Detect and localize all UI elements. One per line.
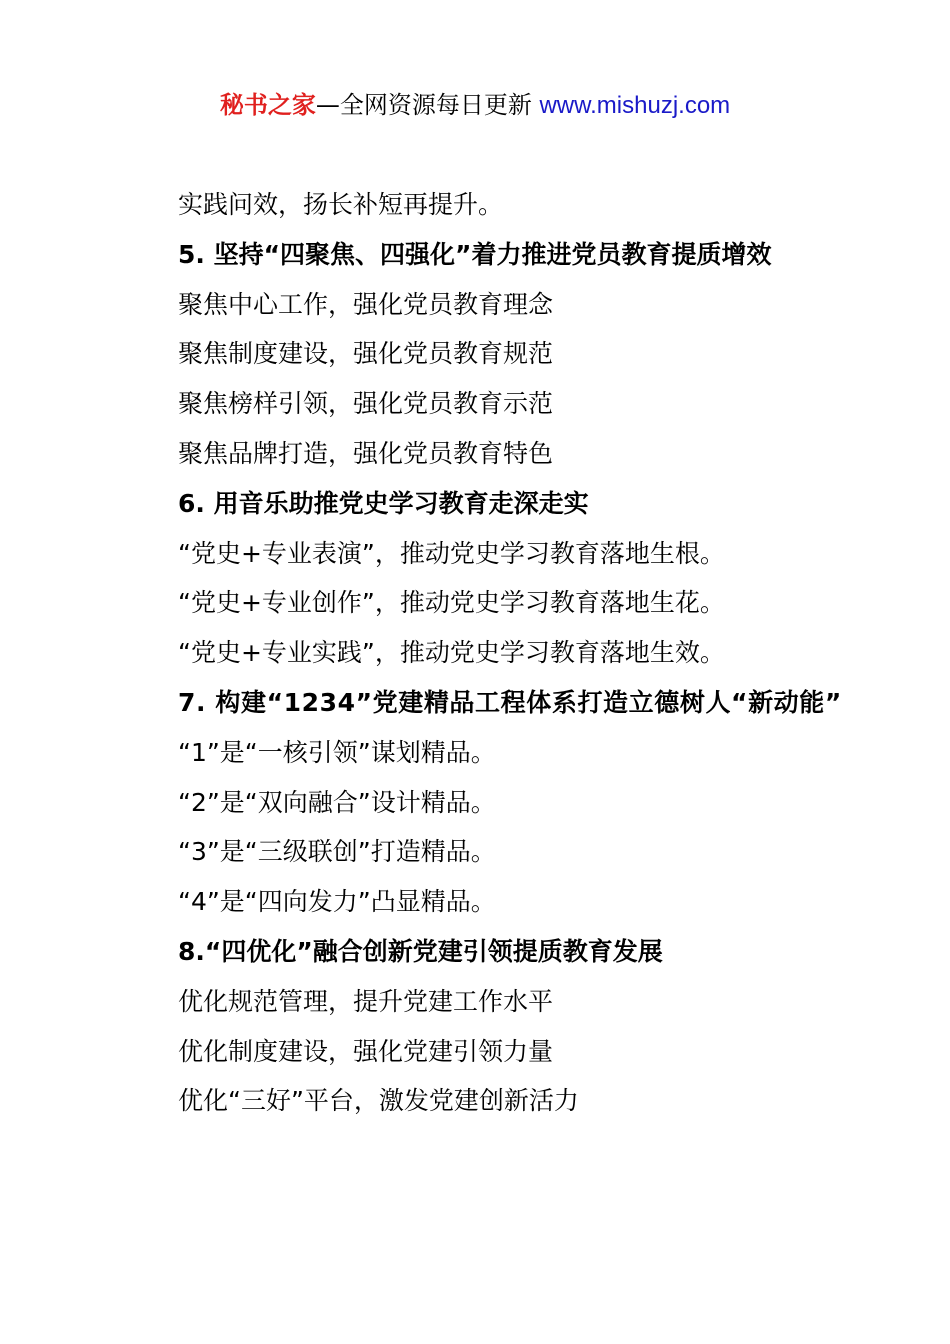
header-tagline: —全网资源每日更新 — [315, 91, 540, 119]
document-body — [130, 180, 842, 1126]
list-item: 优化规范管理，提升党建工作水平 — [178, 986, 554, 1016]
list-item: 聚焦中心工作，强化党员教育理念 — [178, 289, 554, 319]
list-item: 聚焦榜样引领，强化党员教育示范 — [178, 389, 554, 419]
list-item: “2”是“双向融合”设计精品。 — [178, 787, 496, 817]
list-item: 优化制度建设，强化党建引领力量 — [178, 1036, 554, 1066]
site-header — [0, 88, 950, 123]
list-item: 优化“三好”平台，激发党建创新活力 — [178, 1086, 579, 1116]
list-item: “1”是“一核引领”谋划精品。 — [178, 737, 496, 767]
list-item: 聚焦品牌打造，强化党员教育特色 — [178, 438, 554, 468]
list-item: “党史+专业实践”，推动党史学习教育落地生效。 — [178, 638, 725, 668]
list-item: 聚焦制度建设，强化党员教育规范 — [178, 339, 554, 369]
section-heading-6: 6. 用音乐助推党史学习教育走深走实 — [178, 488, 589, 518]
list-item: “3”是“三级联创”打造精品。 — [178, 837, 496, 867]
list-item: “党史+专业表演”，推动党史学习教育落地生根。 — [178, 538, 725, 568]
list-item: “党史+专业创作”，推动党史学习教育落地生花。 — [178, 588, 725, 618]
section-heading-5: 5. 坚持“四聚焦、四强化”着力推进党员教育提质增效 — [178, 239, 772, 269]
paragraph: 实践问效，扬长补短再提升。 — [178, 190, 504, 219]
list-item: “4”是“四向发力”凸显精品。 — [178, 887, 496, 917]
brand-name: 秘书之家 — [219, 91, 316, 119]
section-heading-7: 7. 构建“1234”党建精品工程体系打造立德树人“新动能” — [178, 687, 842, 717]
site-url: www.mishuzj.com — [539, 92, 731, 119]
section-heading-8: 8.“四优化”融合创新党建引领提质教育发展 — [178, 936, 663, 966]
